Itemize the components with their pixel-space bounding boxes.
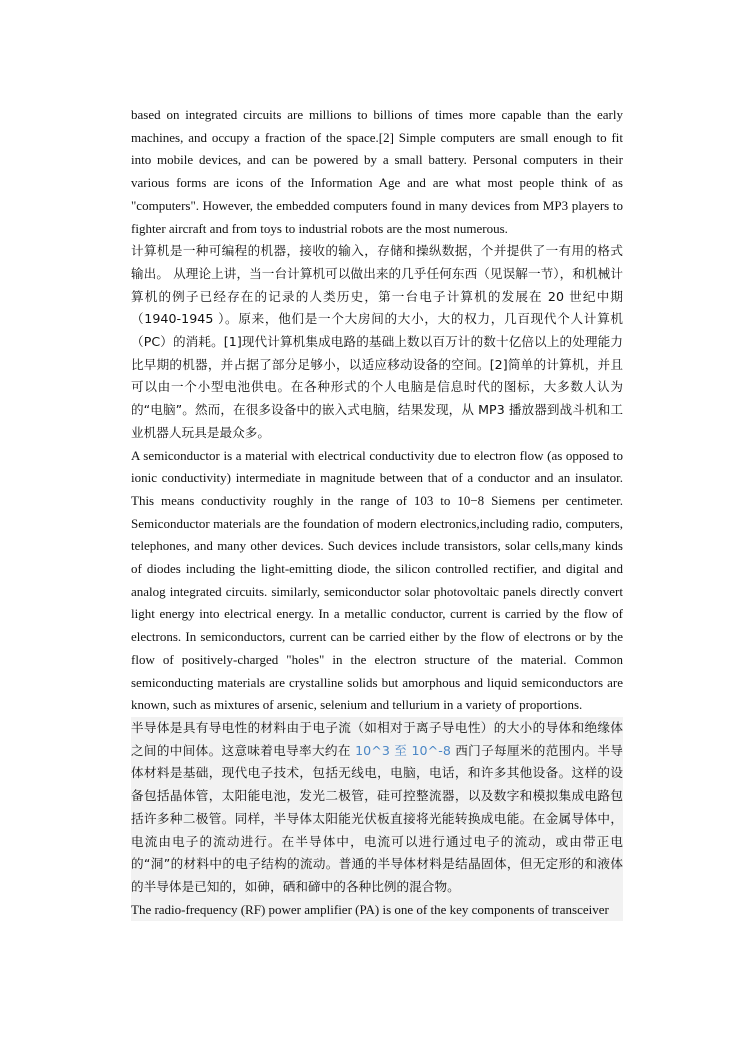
paragraph-semiconductor-chinese [131, 717, 623, 899]
paragraph-semiconductor-english: A semiconductor is a material with electrical conductivity due to electron flow (as opposed to ionic conductivity) intermediate in magnitude between that of a conductor and an insulator. This means conductivity roughly in the range of 103 to 10−8 Siemens per centimeter. Semiconductor materials are the foundation of modern electronics,including radio, computers, telephones, and many other devices. Such devices include transistors, solar cells,many kinds of diodes including the light-emitting diode, the silicon controlled rectifier, and digital and analog integrated circuits. similarly, semiconductor solar photovoltaic panels directly convert light energy into electrical energy. In a metallic conductor, current is carried by the flow of electrons. In semiconductors, current can be carried either by the flow of electrons or by the flow of positively-charged "holes" in the electron structure of the material. Common semiconducting materials are crystalline solids but amorphous and liquid semiconductors are known, such as mixtures of arsenic, selenium and tellurium in a variety of proportions. [131, 447, 623, 713]
paragraph-computers-chinese: 计算机是一种可编程的机器，接收的输入，存储和操纵数据，个并提供了一有用的格式输出。 从理论上讲，当一台计算机可以做出来的几乎任何东西（见误解一节），和机械计算机的例子已经存在的记录的人类历史，第一台电子计算机的发展在 20 世纪中期（1940-1945 ）。原来，他们是一个大房间的大小，大的权力，几百现代个人计算机（PC）的消耗。[1]现代计算机集成电路的基础上数以百万计的数十亿倍以上的处理能力比早期的机器，并占据了部分足够小，以适应移动设备的空间。[2]简单的计算机，并且可以由一个小型电池供电。在各种形式的个人电脑是信息时代的图标，大多数人认为的“电脑”。然而，在很多设备中的嵌入式电脑，结果发现，从 MP3 播放器到战斗机和工业机器人玩具是最众多。 [131, 243, 623, 440]
document-body [131, 104, 623, 921]
paragraph-computers-english: based on integrated circuits are millions to billions of times more capable than the early machines, and occupy a fraction of the space.[2] Simple computers are small enough to fit into mobile devices, and can be powered by a small battery. Personal computers in their various forms are icons of the Information Age and are what most people think of as "computers". However, the embedded computers found in many devices from MP3 players to fighter aircraft and from toys to industrial robots are the most numerous. [131, 107, 623, 236]
semiconductor-chinese-text-start: 半导体是具有导电性的材料由于电子流（如相对于离子导电性）的大小的导体和绝缘体之间的中间体。这意味着电导率大约在 [131, 719, 623, 758]
paragraph-rf-amplifier-english: The radio-frequency (RF) power amplifier (PA) is one of the key components of transceiver [131, 899, 623, 922]
conductivity-range-highlight: 10^3 至 10^-8 [355, 742, 451, 758]
semiconductor-chinese-text-end: 西门子每厘米的范围内。半导体材料是基础，现代电子技术，包括无线电，电脑，电话，和许多其他设备。这样的设备包括晶体管，太阳能电池，发光二极管，硅可控整流器，以及数字和模拟集成电路包括许多种二极管。同样，半导体太阳能光伏板直接将光能转换成电能。在金属导体中，电流由电子的流动进行。在半导体中，电流可以进行通过电子的流动，或由带正电的“洞”的材料中的电子结构的流动。普通的半导体材料是结晶固体，但无定形的和液体的半导体是已知的，如砷，硒和碲中的各种比例的混合物。 [131, 742, 623, 894]
